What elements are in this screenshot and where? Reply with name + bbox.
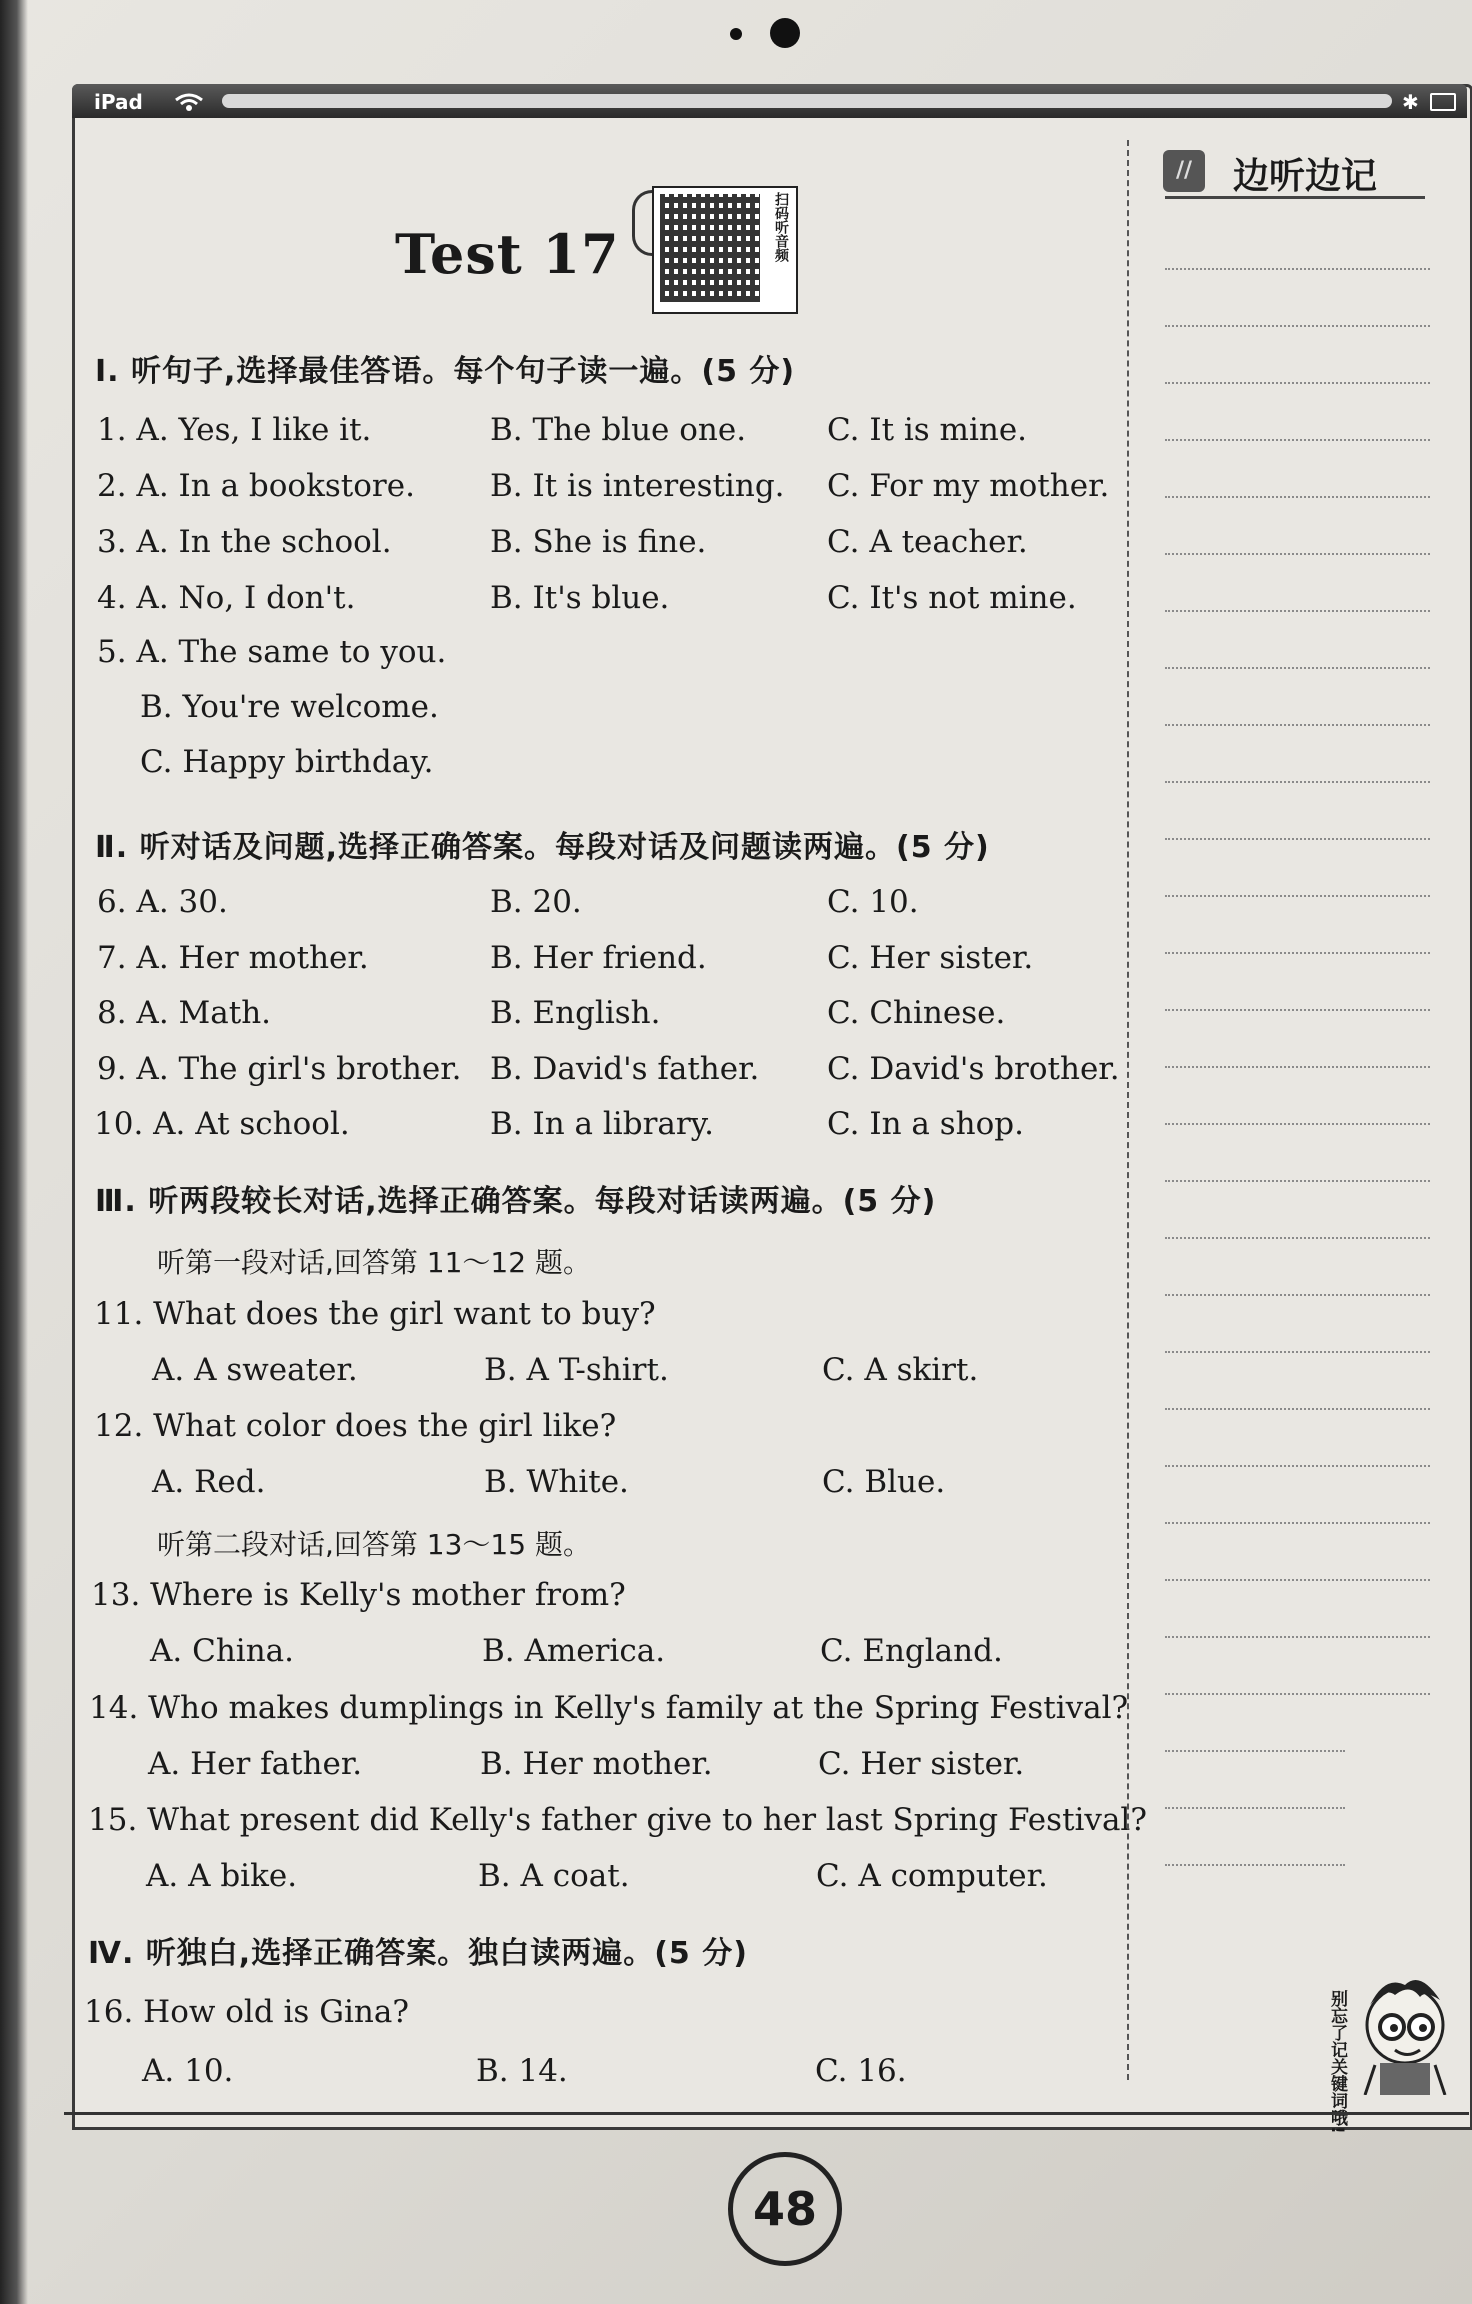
q13-option-c: C. England. xyxy=(820,1633,1003,1669)
binding-shadow xyxy=(0,0,28,2304)
q10-option-b: B. In a library. xyxy=(490,1106,714,1142)
status-progress-track xyxy=(222,94,1392,108)
q14-option-c: C. Her sister. xyxy=(818,1746,1025,1782)
note-line xyxy=(1165,439,1430,441)
q3-option-a: 3. A. In the school. xyxy=(97,524,392,560)
note-line xyxy=(1165,268,1430,270)
q9-option-c: C. David's brother. xyxy=(827,1051,1120,1087)
note-line xyxy=(1165,1750,1345,1752)
q13-option-b: B. America. xyxy=(482,1633,666,1669)
q16-option-a: A. 10. xyxy=(142,2053,234,2089)
note-line xyxy=(1165,325,1430,327)
q8-option-a: 8. A. Math. xyxy=(97,995,272,1031)
note-line xyxy=(1165,667,1430,669)
bottom-rule xyxy=(64,2112,1469,2115)
page-title: Test 17 xyxy=(395,222,620,286)
q10-option-c: C. In a shop. xyxy=(827,1106,1024,1142)
q12-option-a: A. Red. xyxy=(152,1464,266,1500)
q11-stem: 11. What does the girl want to buy? xyxy=(94,1296,656,1332)
note-line xyxy=(1165,610,1430,612)
q9-option-a: 9. A. The girl's brother. xyxy=(97,1051,462,1087)
q7-option-c: C. Her sister. xyxy=(827,940,1034,976)
sidebar-divider xyxy=(1127,140,1129,2080)
q15-option-b: B. A coat. xyxy=(478,1858,630,1894)
q4-option-c: C. It's not mine. xyxy=(827,580,1077,616)
note-line xyxy=(1165,1180,1430,1182)
section-3-sub-1: 听第一段对话,回答第 11～12 题。 xyxy=(157,1246,591,1279)
page-number: 48 xyxy=(728,2152,842,2266)
q3-option-c: C. A teacher. xyxy=(827,524,1028,560)
section-1-heading: Ⅰ. 听句子,选择最佳答语。每个句子读一遍。(5 分) xyxy=(95,354,796,389)
q8-option-c: C. Chinese. xyxy=(827,995,1006,1031)
note-line xyxy=(1165,1636,1430,1638)
note-line xyxy=(1165,1237,1430,1239)
device-label: iPad xyxy=(94,90,143,114)
status-bar xyxy=(72,84,1467,118)
q8-option-b: B. English. xyxy=(490,995,661,1031)
note-line xyxy=(1165,1408,1430,1410)
note-line xyxy=(1165,1465,1430,1467)
section-3-sub-2: 听第二段对话,回答第 13～15 题。 xyxy=(157,1528,591,1561)
note-line xyxy=(1165,952,1430,954)
section-4-heading: Ⅳ. 听独白,选择正确答案。独白读两遍。(5 分) xyxy=(88,1936,748,1971)
note-line xyxy=(1165,1351,1430,1353)
q10-option-a: 10. A. At school. xyxy=(94,1106,350,1142)
q14-stem: 14. Who makes dumplings in Kelly's family at the Spring Festival? xyxy=(89,1690,1129,1726)
q2-option-c: C. For my mother. xyxy=(827,468,1110,504)
note-line xyxy=(1165,781,1430,783)
q2-option-b: B. It is interesting. xyxy=(490,468,785,504)
q6-option-b: B. 20. xyxy=(490,884,582,920)
note-line xyxy=(1165,1864,1345,1866)
qr-label: 扫码听音频 xyxy=(773,192,789,262)
q13-stem: 13. Where is Kelly's mother from? xyxy=(91,1577,626,1613)
note-line xyxy=(1165,496,1430,498)
q1-option-a: 1. A. Yes, I like it. xyxy=(97,412,372,448)
q11-option-b: B. A T-shirt. xyxy=(484,1352,669,1388)
note-line xyxy=(1165,724,1430,726)
sidebar-title-underline xyxy=(1165,196,1425,199)
note-line xyxy=(1165,1579,1430,1581)
q5-option-a: 5. A. The same to you. xyxy=(97,634,447,670)
note-line xyxy=(1165,1123,1430,1125)
note-line xyxy=(1165,1066,1430,1068)
q6-option-a: 6. A. 30. xyxy=(97,884,228,920)
sidebar-title: 边听边记 xyxy=(1233,156,1378,197)
q1-option-c: C. It is mine. xyxy=(827,412,1028,448)
q11-option-a: A. A sweater. xyxy=(152,1352,358,1388)
q3-option-b: B. She is fine. xyxy=(490,524,707,560)
q15-option-a: A. A bike. xyxy=(146,1858,298,1894)
mascot-illustration xyxy=(1325,1955,1465,2095)
q11-option-c: C. A skirt. xyxy=(822,1352,979,1388)
q7-option-a: 7. A. Her mother. xyxy=(97,940,369,976)
q13-option-a: A. China. xyxy=(150,1633,294,1669)
mascot-speech: 别忘了记关键词哦! xyxy=(1327,1990,1347,2134)
q12-option-b: B. White. xyxy=(484,1464,629,1500)
note-line xyxy=(1165,838,1430,840)
note-line xyxy=(1165,895,1430,897)
section-3-heading: Ⅲ. 听两段较长对话,选择正确答案。每段对话读两遍。(5 分) xyxy=(95,1184,937,1219)
q14-option-b: B. Her mother. xyxy=(480,1746,713,1782)
q7-option-b: B. Her friend. xyxy=(490,940,707,976)
q15-option-c: C. A computer. xyxy=(816,1858,1048,1894)
q12-option-c: C. Blue. xyxy=(822,1464,946,1500)
bluetooth-icon: ✱ xyxy=(1402,90,1419,114)
q16-stem: 16. How old is Gina? xyxy=(84,1994,409,2030)
note-line xyxy=(1165,1807,1345,1809)
wifi-icon xyxy=(174,92,204,112)
qr-code[interactable] xyxy=(652,186,798,314)
note-line xyxy=(1165,1009,1430,1011)
q5-option-c: C. Happy birthday. xyxy=(140,744,434,780)
battery-icon xyxy=(1430,93,1456,111)
q14-option-a: A. Her father. xyxy=(148,1746,363,1782)
q15-stem: 15. What present did Kelly's father give to her last Spring Festival? xyxy=(88,1802,1147,1838)
pencil-icon: // xyxy=(1163,150,1205,192)
note-line xyxy=(1165,1693,1430,1695)
q16-option-b: B. 14. xyxy=(476,2053,568,2089)
note-line xyxy=(1165,382,1430,384)
q12-stem: 12. What color does the girl like? xyxy=(94,1408,617,1444)
q4-option-a: 4. A. No, I don't. xyxy=(97,580,356,616)
qr-pattern xyxy=(660,194,760,302)
q16-option-c: C. 16. xyxy=(815,2053,907,2089)
q9-option-b: B. David's father. xyxy=(490,1051,760,1087)
q5-option-b: B. You're welcome. xyxy=(140,689,439,725)
note-line xyxy=(1165,1522,1430,1524)
q6-option-c: C. 10. xyxy=(827,884,919,920)
note-line xyxy=(1165,553,1430,555)
q4-option-b: B. It's blue. xyxy=(490,580,670,616)
q2-option-a: 2. A. In a bookstore. xyxy=(97,468,415,504)
section-2-heading: Ⅱ. 听对话及问题,选择正确答案。每段对话及问题读两遍。(5 分) xyxy=(95,830,990,865)
note-line xyxy=(1165,1294,1430,1296)
q1-option-b: B. The blue one. xyxy=(490,412,747,448)
